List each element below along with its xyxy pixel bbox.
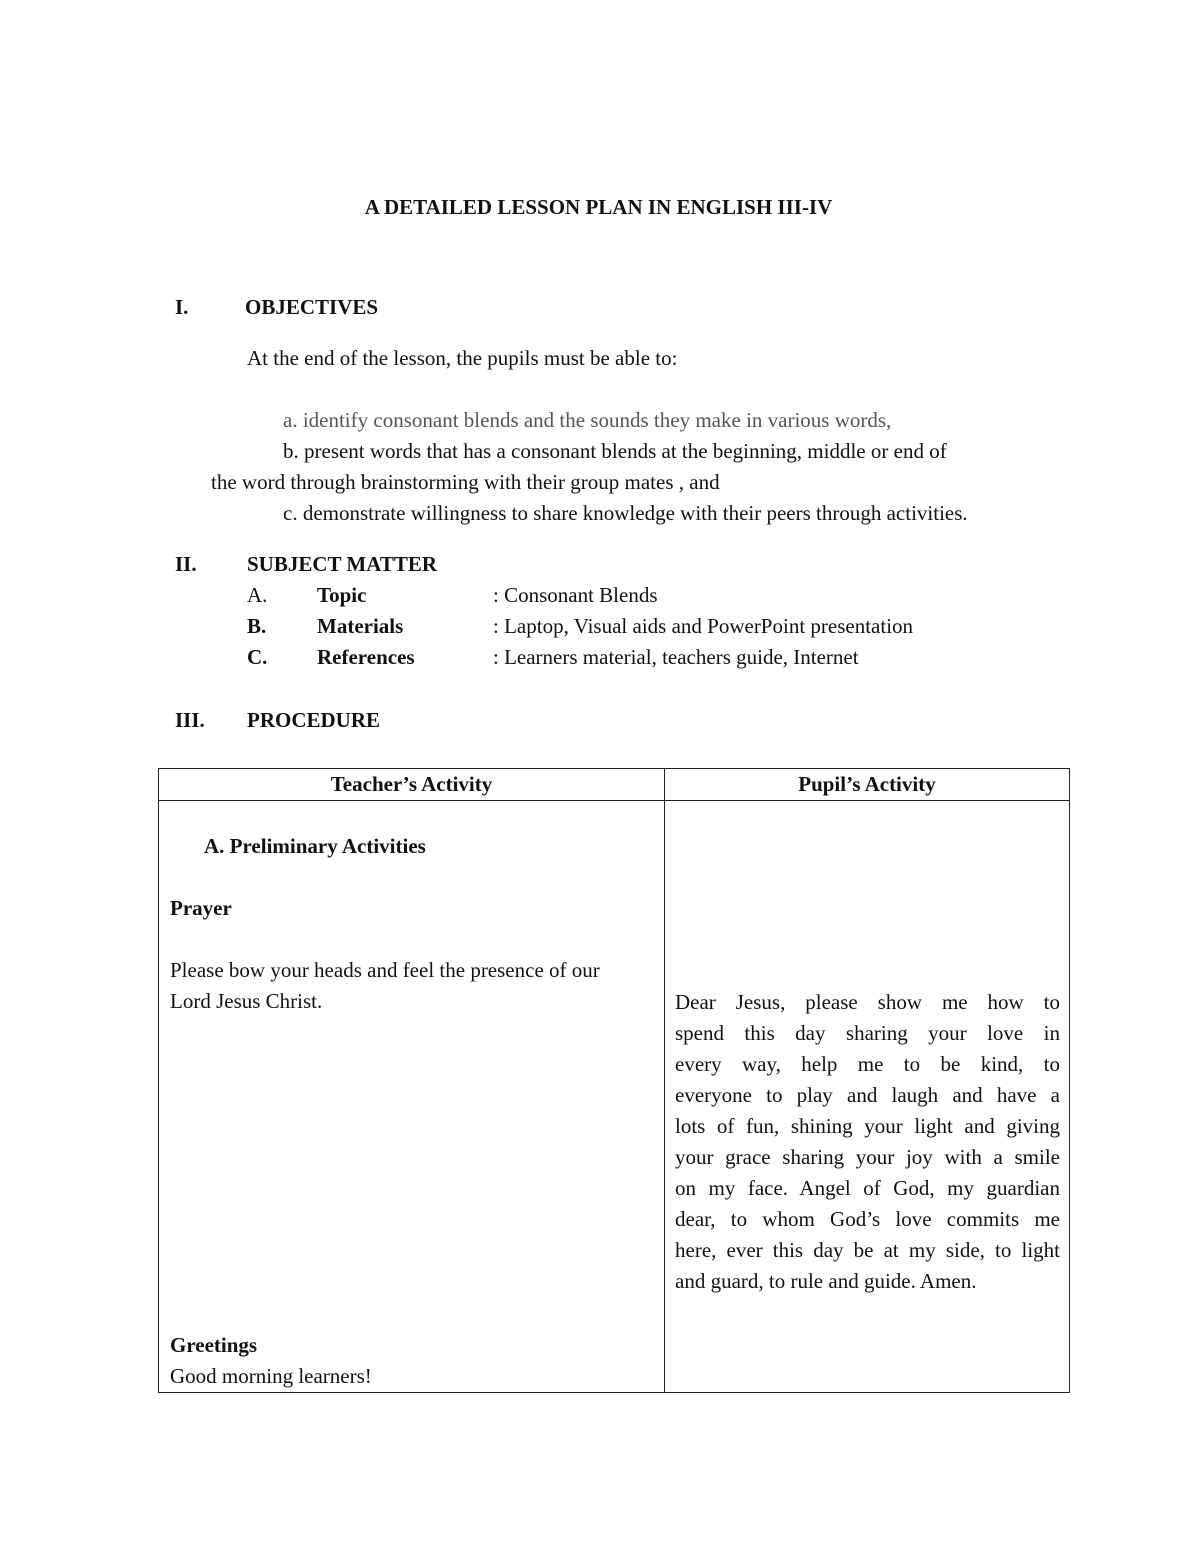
objectives-numeral: I.: [175, 295, 189, 319]
teacher-activity-cell: [159, 801, 665, 1393]
objective-item-c: c. demonstrate willingness to share knowledge with their peers through activities.: [283, 501, 968, 525]
procedure-heading: PROCEDURE: [247, 708, 381, 732]
pupil-prayer-line-9: here, ever this day be at my side, to light: [675, 1238, 1060, 1262]
greetings-text: Good morning learners!: [170, 1364, 372, 1388]
topic-value: : Consonant Blends: [493, 583, 658, 607]
pupil-prayer-line-3: every way, help me to be kind, to: [675, 1052, 1060, 1076]
pupil-prayer-line-6: your grace sharing your joy with a smile: [675, 1145, 1060, 1169]
teacher-prayer-line-2: Lord Jesus Christ.: [170, 989, 323, 1013]
preliminary-activities-heading: A. Preliminary Activities: [204, 834, 426, 858]
subject-matter-numeral: II.: [175, 552, 197, 576]
document-title: A DETAILED LESSON PLAN IN ENGLISH III-IV: [364, 195, 833, 219]
procedure-table-header-row: [159, 769, 1070, 801]
materials-label: Materials: [317, 614, 404, 638]
procedure-table-row: [159, 801, 1070, 1393]
objectives-heading: OBJECTIVES: [245, 295, 379, 319]
procedure-table: [158, 768, 1070, 1393]
teacher-activity-header: Teacher’s Activity: [159, 769, 665, 801]
pupil-activity-cell: [665, 801, 1070, 1393]
teacher-prayer-line-1: Please bow your heads and feel the presence of our: [170, 958, 600, 982]
pupil-prayer-line-5: lots of fun, shining your light and giving: [675, 1114, 1060, 1138]
pupil-prayer-text: [675, 987, 1060, 1297]
prayer-heading: Prayer: [170, 896, 232, 920]
pupil-activity-header: Pupil’s Activity: [665, 769, 1070, 801]
objective-item-b: b. present words that has a consonant blends at the beginning, middle or end of: [283, 439, 947, 463]
topic-label: Topic: [317, 583, 367, 607]
pupil-prayer-line-1: Dear Jesus, please show me how to: [675, 990, 1060, 1014]
subject-matter-heading: SUBJECT MATTER: [247, 552, 438, 576]
pupil-prayer-line-7: on my face. Angel of God, my guardian: [675, 1176, 1060, 1200]
objectives-intro: At the end of the lesson, the pupils must be able to:: [247, 346, 678, 370]
pupil-prayer-line-2: spend this day sharing your love in: [675, 1021, 1060, 1045]
pupil-prayer-line-8: dear, to whom God’s love commits me: [675, 1207, 1060, 1231]
topic-letter: A.: [247, 583, 268, 607]
materials-value: : Laptop, Visual aids and PowerPoint presentation: [493, 614, 914, 638]
objective-item-a: a. identify consonant blends and the sounds they make in various words,: [283, 408, 892, 432]
references-value: : Learners material, teachers guide, Internet: [493, 645, 859, 669]
greetings-heading: Greetings: [170, 1333, 258, 1357]
references-label: References: [317, 645, 415, 669]
materials-letter: B.: [247, 614, 267, 638]
objective-item-b-continued: the word through brainstorming with their group mates , and: [211, 470, 720, 494]
references-letter: C.: [247, 645, 268, 669]
procedure-numeral: III.: [175, 708, 205, 732]
pupil-prayer-line-10: and guard, to rule and guide. Amen.: [675, 1269, 977, 1293]
pupil-prayer-line-4: everyone to play and laugh and have a: [675, 1083, 1060, 1107]
